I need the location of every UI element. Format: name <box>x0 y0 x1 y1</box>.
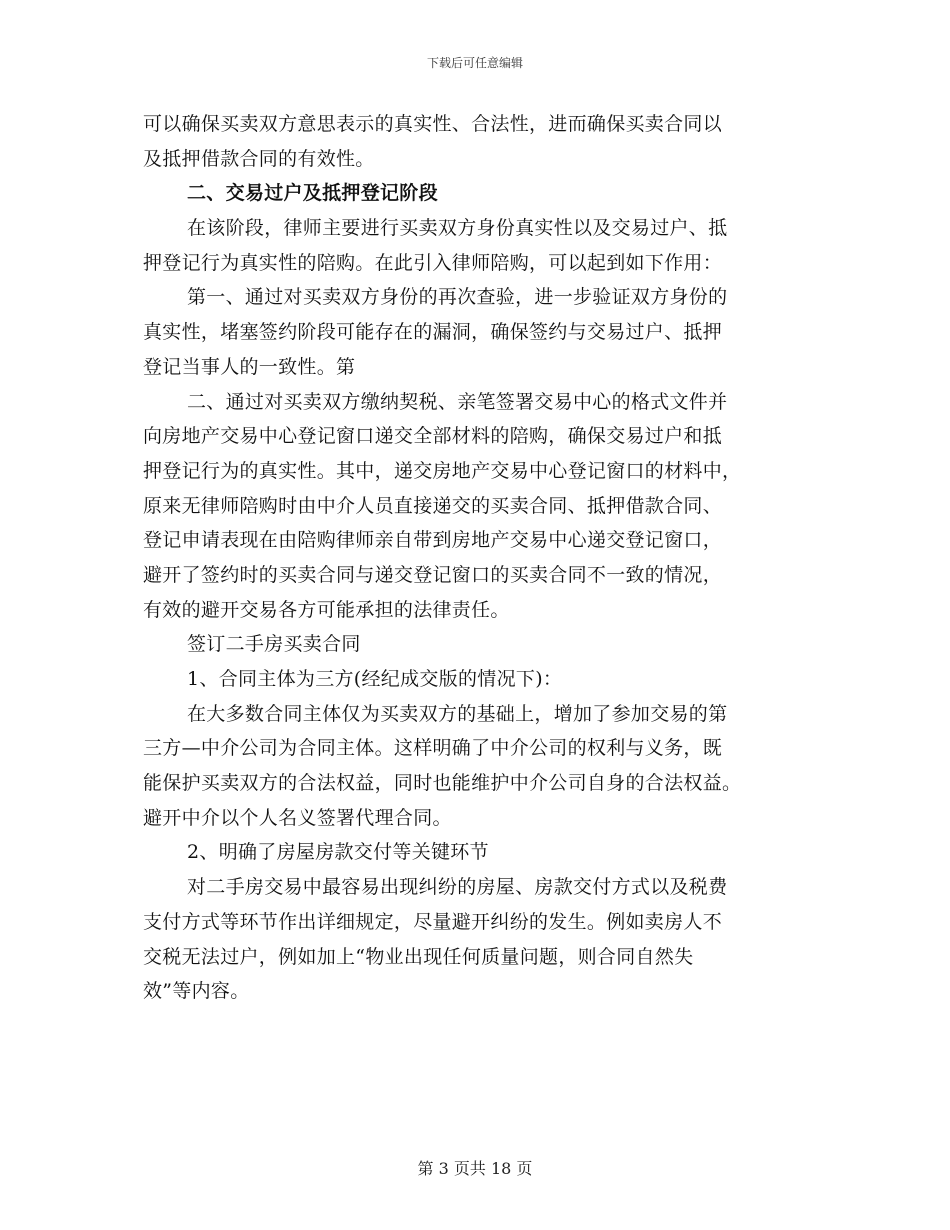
text-line: 支付方式等环节作出详细规定，尽量避开纠纷的发生。例如卖房人不 <box>143 910 723 933</box>
text-line: 及抵押借款合同的有效性。 <box>143 147 375 170</box>
list-item-heading: 2、明确了房屋房款交付等关键环节 <box>187 841 489 864</box>
text-line: 在大多数合同主体仅为买卖双方的基础上，增加了参加交易的第 <box>187 702 728 725</box>
text-line: 押登记行为真实性的陪购。在此引入律师陪购，可以起到如下作用： <box>143 251 723 274</box>
text-line: 二、通过对买卖双方缴纳契税、亲笔签署交易中心的格式文件并 <box>187 390 728 413</box>
page-number: 第 3 页共 18 页 <box>417 1159 533 1178</box>
text-line: 避开了签约时的买卖合同与递交登记窗口的买卖合同不一致的情况， <box>143 563 723 586</box>
text-line: 登记当事人的一致性。第 <box>143 355 356 378</box>
list-item-heading: 1、合同主体为三方(经纪成交版的情况下)： <box>187 668 563 690</box>
page-header-note: 下载后可任意编辑 <box>426 56 523 70</box>
text-line: 可以确保买卖双方意思表示的真实性、合法性，进而确保买卖合同以 <box>143 113 723 135</box>
text-line: 三方—中介公司为合同主体。这样明确了中介公司的权利与义务，既 <box>143 737 723 760</box>
text-line: 能保护买卖双方的合法权益，同时也能维护中介公司自身的合法权益。 <box>143 772 742 795</box>
text-line: 避开中介以个人名义签署代理合同。 <box>143 806 452 829</box>
document-body <box>143 107 813 1009</box>
text-line: 真实性，堵塞签约阶段可能存在的漏洞，确保签约与交易过户、抵押 <box>143 321 723 344</box>
section-heading: 二、交易过户及抵押登记阶段 <box>187 182 438 205</box>
text-line: 有效的避开交易各方可能承担的法律责任。 <box>143 598 510 621</box>
text-line: 对二手房交易中最容易出现纠纷的房屋、房款交付方式以及税费 <box>187 876 728 899</box>
text-line: 在该阶段，律师主要进行买卖双方身份真实性以及交易过户、抵 <box>187 217 728 240</box>
text-line: 交税无法过户，例如加上“物业出现任何质量问题，则合同自然失 <box>143 945 694 968</box>
text-line: 登记申请表现在由陪购律师亲自带到房地产交易中心递交登记窗口， <box>143 529 723 552</box>
text-line: 押登记行为的真实性。其中，递交房地产交易中心登记窗口的材料中， <box>143 459 742 482</box>
text-line: 原来无律师陪购时由中介人员直接递交的买卖合同、抵押借款合同、 <box>143 494 723 517</box>
subheading: 签订二手房买卖合同 <box>187 633 361 656</box>
text-line: 第一、通过对买卖双方身份的再次查验，进一步验证双方身份的 <box>187 286 728 309</box>
text-line: 向房地产交易中心登记窗口递交全部材料的陪购，确保交易过户和抵 <box>143 425 723 448</box>
text-line: 效”等内容。 <box>143 980 250 1003</box>
